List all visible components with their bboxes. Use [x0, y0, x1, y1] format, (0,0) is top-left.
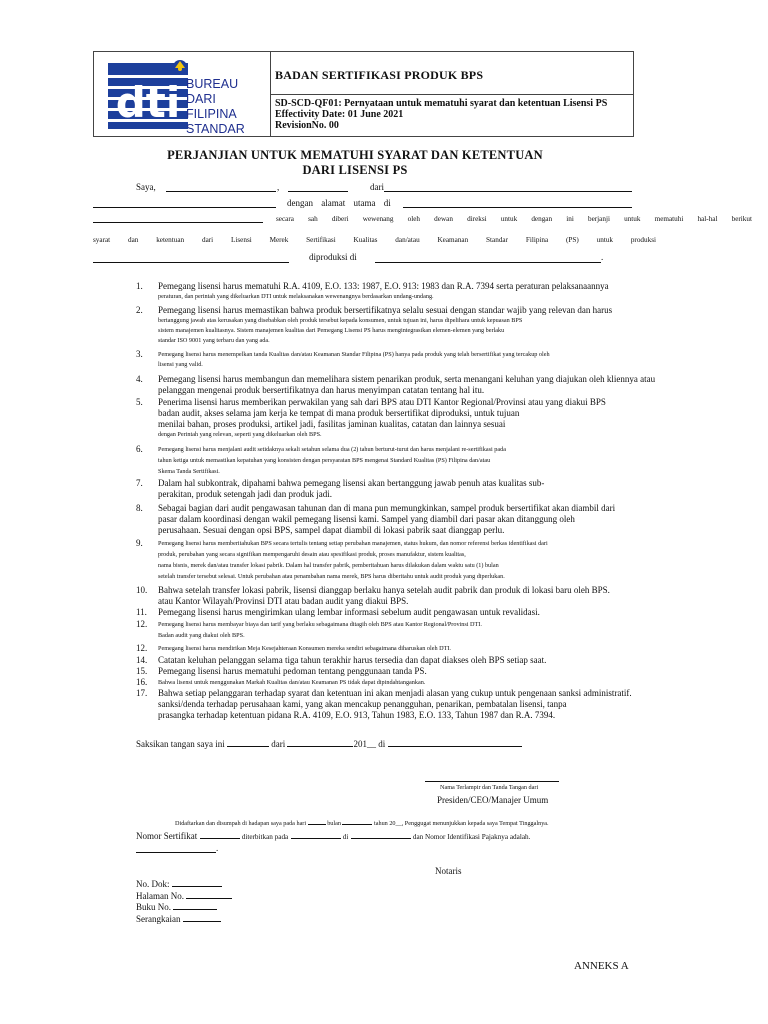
term-line: prasangka terhadap ketentuan pidana R.A. 4109, E.O. 913, Tahun 1983, E.O. 133, Tahun 1987 dan R.A. 7394. — [158, 710, 556, 720]
signature-caption: Nama Terlampir dan Tanda Tangan dari — [440, 784, 539, 791]
term-item — [136, 677, 741, 688]
term-body — [158, 643, 741, 654]
term-number: 12. — [136, 619, 148, 629]
term-number: 4. — [136, 374, 143, 384]
term-body — [158, 374, 741, 396]
term-number: 2. — [136, 305, 143, 315]
term-line: Pemegang lisensi harus membayar biaya dan tarif yang berlaku sebagaimana ditagih oleh BPS atau Kantor Regional/Provinsi DTI. — [158, 621, 482, 628]
term-line: Dalam hal subkontrak, dipahami bahwa pemegang lisensi akan bertanggung jawab penuh atas kualitas sub- — [158, 478, 545, 488]
term-item — [136, 478, 741, 500]
notary-intro-line1 — [175, 818, 549, 828]
certificate-no-blank[interactable] — [200, 829, 240, 839]
product-blank[interactable] — [93, 262, 289, 263]
term-number: 11. — [136, 607, 147, 617]
witness-place-blank[interactable] — [388, 737, 522, 747]
term-number: 15. — [136, 666, 148, 676]
term-body — [158, 478, 741, 500]
term-number: 1. — [136, 281, 143, 291]
term-line: Pemegang lisensi harus mematuhi pedoman tentang penggunaan tanda PS. — [158, 666, 427, 676]
document-title-line1: PERJANJIAN UNTUK MEMATUHI SYARAT DAN KETENTUAN — [167, 148, 543, 162]
term-number: 10. — [136, 585, 148, 595]
term-line: Pemegang lisensi harus mengirimkan ulang lembar informasi sebelum audit pengawasan untuk revalidasi. — [158, 607, 540, 617]
notary-diterbitkan: diterbitkan pada — [241, 833, 289, 841]
signature-title: Presiden/CEO/Manajer Umum — [437, 795, 549, 805]
witness-month-blank[interactable] — [287, 737, 353, 747]
revision-number: RevisionNo. 00 — [275, 120, 339, 131]
term-line: Badan audit yang diakui oleh BPS. — [158, 632, 245, 639]
term-body — [158, 607, 741, 618]
term-body — [158, 349, 741, 370]
issue-date-blank[interactable] — [291, 829, 341, 839]
series-label: Serangkaian — [136, 914, 181, 924]
term-body — [158, 677, 741, 688]
doc-no-label: No. Dok: — [136, 879, 170, 889]
term-small-line: bertanggung jawab atas kerusakan yang disebabkan oleh produk tersebut kepada konsumen, untuk tujuan ini, harus dipelihara untuk kepuasan BPS — [158, 317, 523, 324]
book-no-label: Buku No. — [136, 902, 172, 912]
term-body — [158, 655, 741, 666]
term-body — [158, 444, 741, 477]
term-body — [158, 688, 741, 721]
term-line: Pemegang lisensi harus mendirikan Meja Kesejahteraan Konsumen mereka sendiri sebagaimana diharuskan oleh DTI. — [158, 645, 451, 652]
address-blank[interactable] — [403, 207, 632, 208]
term-number: 7. — [136, 478, 143, 488]
term-body — [158, 585, 741, 607]
term-item — [136, 666, 741, 677]
term-line: Skema Tanda Sertifikasi. — [158, 468, 220, 475]
term-item — [136, 619, 741, 641]
term-number: 5. — [136, 397, 143, 407]
intro-dari: dari — [370, 182, 384, 192]
term-line: Sebagai bagian dari audit pengawasan tahunan dan di mana pun memungkinkan, sampel produk bersertifikat akan diambil dari — [158, 503, 616, 513]
intro-syarat: syarat dan ketentuan dari Lisensi Merek Sertifikasi Kualitas dan/atau Keamanan Standar Filipina (PS) untuk produksi — [93, 236, 656, 244]
term-number: 17. — [136, 688, 148, 698]
header-meta-cell — [271, 95, 633, 136]
term-item — [136, 688, 741, 721]
term-line: sanksi/denda terhadap perusahaan kami, yang akan mencakup penangguhan, penarikan, pembatalan lisensi, tanpa — [158, 699, 567, 709]
issue-place-blank[interactable] — [351, 829, 411, 839]
term-number: 3. — [136, 349, 143, 359]
term-line: Bahwa setelah transfer lokasi pabrik, lisensi dianggap berlaku hanya setelah audit pabrik dan produk di lokasi baru oleh BPS. — [158, 585, 610, 595]
term-number: 9. — [136, 538, 143, 548]
intro-period: . — [601, 252, 604, 262]
notary-di: di — [342, 833, 349, 841]
term-number: 8. — [136, 503, 143, 513]
witness-label: Saksikan tangan saya ini — [136, 739, 225, 749]
notary-month-blank[interactable] — [342, 818, 372, 825]
term-body — [158, 666, 741, 677]
term-line: Pemegang lisensi harus mematuhi R.A. 4109, E.O. 133: 1987, E.O. 913: 1983 dan R.A. 7394 serta peraturan pelaksanaannya — [158, 281, 609, 291]
effectivity-date: Effectivity Date: 01 June 2021 — [275, 109, 404, 120]
tin-blank[interactable] — [136, 852, 216, 853]
notary-tahun: tahun 20__, Penggugat menunjukkan kepada saya Tempat Tinggalnya. — [374, 820, 549, 827]
witness-line — [136, 737, 522, 750]
term-line: nama bisnis, merek dan/atau transfer lokasi pabrik. Dalam hal transfer pabrik, pemberitahuan harus dilakukan dalam waktu satu (1) bulan — [158, 562, 499, 569]
term-item — [136, 281, 741, 302]
intro-comma: , — [277, 182, 280, 192]
series-field — [136, 912, 221, 925]
doc-no-blank[interactable] — [172, 877, 222, 887]
term-item — [136, 643, 741, 654]
term-line: perakitan, produk setengah jadi dan produk jadi. — [158, 489, 332, 499]
term-line: Catatan keluhan pelanggan selama tiga tahun terakhir harus tersedia dan dapat diakses oleh BPS setiap saat. — [158, 655, 547, 665]
document-header — [93, 51, 634, 137]
term-body — [158, 503, 741, 536]
dti-logo — [108, 59, 188, 131]
notary-intro-line2 — [136, 829, 530, 843]
term-line: perusahaan. Sesuai dengan opsi BPS, sampel dapat diambil di lokasi pabrik saat dianggap perlu. — [158, 525, 505, 535]
term-small-line: peraturan, dan perintah yang dikeluarkan DTI untuk melaksanakan wewenangnya berdasarkan undang-undang. — [158, 293, 434, 300]
term-item — [136, 397, 741, 440]
witness-year: 201__ — [353, 739, 376, 749]
term-line: badan audit, akses selama jam kerja ke tempat di mana produk bersertifikat diproduksi, untuk tujuan — [158, 408, 520, 418]
logo-wordmark: dti — [115, 78, 181, 127]
intro-secara-sah: secara sah diberi wewenang oleh dewan direksi untuk dengan ini berjanji untuk mematuhi hal-hal berikut — [276, 215, 752, 223]
term-body — [158, 619, 741, 641]
notary-intro-text: Didaftarkan dan disumpah di hadapan saya pada hari — [175, 820, 307, 827]
term-line: Pemegang lisensi harus memberitahukan BPS secara tertulis tentang setiap perubahan manajemen, status hukum, dan nomor referensi berkas identifikasi dari — [158, 540, 548, 547]
logo-cell — [94, 52, 271, 136]
intro-alamat: dengan alamat utama di — [287, 198, 391, 208]
company-blank[interactable] — [384, 191, 632, 192]
term-small-line: standar ISO 9001 yang terbaru dan yang ada. — [158, 337, 270, 344]
notary-bulan: bulan — [327, 820, 341, 827]
annex-label: ANNEKS A — [574, 960, 629, 972]
term-number: 12. — [136, 643, 148, 653]
document-title — [140, 148, 570, 178]
term-item — [136, 607, 741, 618]
notary-dan-nomor: dan Nomor Identifikasi Pajaknya adalah. — [412, 833, 531, 841]
org-name — [186, 77, 270, 137]
notary-day-blank[interactable] — [308, 818, 326, 825]
name-blank[interactable] — [166, 191, 276, 192]
term-line: Pemegang lisensi harus membangun dan memelihara sistem penarikan produk, serta menangani keluhan yang diajukan oleh kliennya atau — [158, 374, 656, 384]
term-body — [158, 397, 741, 440]
page-no-label: Halaman No. — [136, 891, 184, 901]
company-blank-2[interactable] — [93, 207, 276, 208]
term-line: tahun ketiga untuk memastikan kepatuhan yang konsisten dengan persyaratan BPS mengenai Standard Kualitas (PS) Filipina dan/atau — [158, 457, 491, 464]
term-number: 16. — [136, 677, 148, 687]
term-item — [136, 655, 741, 666]
address-blank-2[interactable] — [93, 222, 263, 223]
term-line: Pemegang lisensi harus menjalani audit setidaknya sekali setahun selama dua (2) tahun berturut-turut dan harus menjalani re-sertifikasi pada — [158, 446, 506, 453]
term-line: menilai bahan, proses produksi, artikel jadi, fasilitas jaminan kualitas, catatan dan lainnya sesuai — [158, 419, 506, 429]
plant-blank[interactable] — [375, 262, 601, 263]
term-line: Bahwa setiap pelanggaran terhadap syarat dan ketentuan ini akan menjadi alasan yang cukup untuk pengenaan sanksi administratif. — [158, 688, 632, 698]
term-line: produk, perubahan yang secara signifikan mempengaruhi desain atau spesifikasi produk, proses manufaktur, sistem kualitas, — [158, 551, 466, 558]
form-code: SD-SCD-QF01: Pernyataan untuk mematuhi syarat dan ketentuan Lisensi PS — [275, 98, 608, 109]
signature-line[interactable] — [425, 781, 559, 782]
intro-saya: Saya, — [136, 182, 156, 192]
term-line: atau Kantor Wilayah/Provinsi DTI atau badan audit yang diakui BPS. — [158, 596, 409, 606]
series-blank[interactable] — [183, 912, 221, 922]
org-name-line1: BUREAU DARI — [186, 77, 239, 106]
term-item — [136, 305, 741, 346]
header-title: BADAN SERTIFIKASI PRODUK BPS — [275, 68, 484, 82]
header-title-cell — [271, 52, 633, 95]
term-item — [136, 444, 741, 477]
intro-diproduksi: diproduksi di — [309, 252, 357, 262]
term-item — [136, 349, 741, 370]
term-item — [136, 585, 741, 607]
page-no-blank[interactable] — [186, 889, 232, 899]
term-body — [158, 281, 741, 302]
term-line: Penerima lisensi harus memberikan perwakilan yang sah dari BPS atau DTI Kantor Regional/Provinsi atau yang diakui BPS — [158, 397, 606, 407]
term-line: Pemegang lisensi harus menempelkan tanda Kualitas dan/atau Keamanan Standar Filipina (PS) hanya pada produk yang telah bersertifikat yang tercakup oleh — [158, 351, 550, 358]
term-number: 6. — [136, 444, 143, 454]
book-no-blank[interactable] — [173, 900, 217, 910]
term-line: pelanggan mengenai produk bersertifikatnya dan harus menyimpan catatan tentang hal itu. — [158, 385, 485, 395]
position-blank[interactable] — [288, 191, 348, 192]
org-name-line2: FILIPINA — [186, 107, 237, 121]
notaris-label: Notaris — [435, 866, 462, 876]
term-small-line: dengan Perintah yang relevan, seperti yang dikeluarkan oleh BPS. — [158, 431, 322, 438]
document-title-line2: DARI LISENSI PS — [302, 163, 408, 177]
witness-di: di — [378, 739, 386, 749]
term-item — [136, 538, 741, 582]
term-line: pasar dalam koordinasi dengan wakil pemegang lisensi kami. Sampel yang diambil dari pasar akan ditanggung oleh — [158, 514, 575, 524]
term-line: Pemegang lisensi harus memastikan bahwa produk bersertifikatnya selalu sesuai dengan standar wajib yang relevan dan harus — [158, 305, 613, 315]
org-name-line3: STANDAR — [186, 122, 245, 136]
term-item — [136, 503, 741, 536]
term-small-line: sistem manajemen kualitasnya. Sistem manajemen kualitas dari Pemegang Lisensi PS harus mengintegrasikan elemen-elemen yang berlaku — [158, 327, 505, 334]
notary-period: . — [216, 843, 219, 853]
term-number: 14. — [136, 655, 148, 665]
witness-day-blank[interactable] — [227, 737, 269, 747]
notary-nomor: Nomor Sertifikat — [136, 831, 198, 841]
witness-dari: dari — [271, 739, 286, 749]
term-line: Bahwa lisensi untuk menggunakan Markah Kualitas dan/atau Keamanan PS tidak dapat dipindahtangankan. — [158, 679, 426, 686]
term-body — [158, 305, 741, 346]
term-item — [136, 374, 741, 396]
term-line: setelah transfer tersebut selesai. Untuk perubahan atau penambahan nama merek, BPS harus diberitahu untuk audit produk yang diperlukan. — [158, 573, 505, 580]
term-body — [158, 538, 741, 582]
term-small-line: lisensi yang valid. — [158, 361, 203, 368]
